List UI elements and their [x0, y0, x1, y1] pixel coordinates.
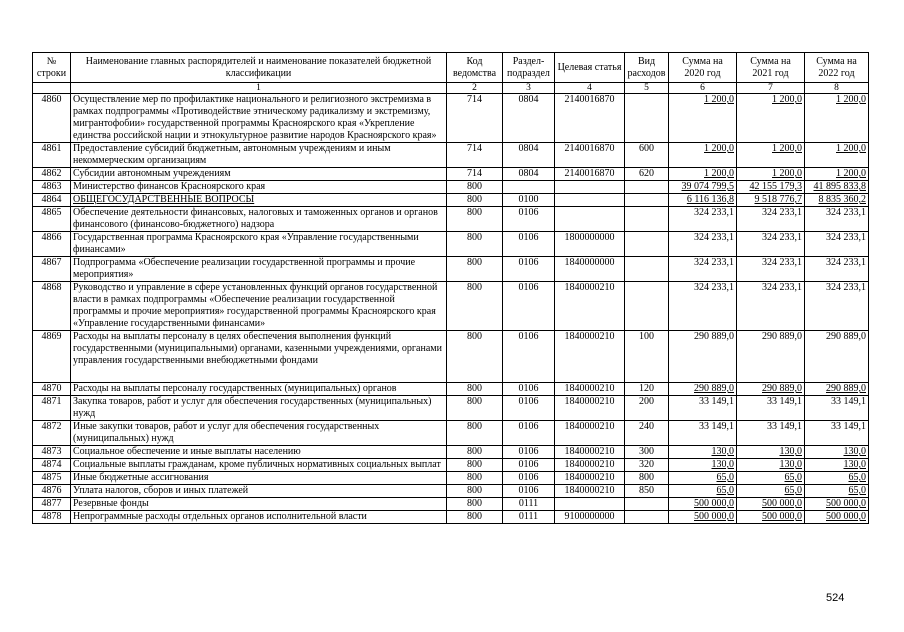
row-sum-2020: 500 000,0 [669, 498, 737, 511]
row-sum-2022: 290 889,0 [805, 383, 869, 396]
row-name: Подпрограмма «Обеспечение реализации государственной программы и прочие мероприятия» [71, 257, 447, 282]
row-sum-2020: 33 149,1 [669, 421, 737, 446]
row-sum-2020: 1 200,0 [669, 143, 737, 168]
row-sum-2021: 324 233,1 [737, 282, 805, 331]
table-row [33, 331, 869, 383]
row-expense-type: 620 [625, 168, 669, 181]
row-section: 0106 [503, 472, 555, 485]
row-name: ОБЩЕГОСУДАРСТВЕННЫЕ ВОПРОСЫ [71, 194, 447, 207]
row-section: 0106 [503, 257, 555, 282]
table-row [33, 498, 869, 511]
table-row [33, 257, 869, 282]
table-row [33, 181, 869, 194]
row-sum-2022: 65,0 [805, 485, 869, 498]
row-sum-2022: 500 000,0 [805, 511, 869, 524]
column-index [33, 83, 71, 94]
table-row [33, 485, 869, 498]
row-section: 0106 [503, 232, 555, 257]
row-sum-2021: 9 518 776,7 [737, 194, 805, 207]
row-dept-code: 800 [447, 485, 503, 498]
row-sum-2022: 130,0 [805, 459, 869, 472]
row-number: 4870 [33, 383, 71, 396]
row-sum-2022: 33 149,1 [805, 396, 869, 421]
row-target: 1840000210 [555, 396, 625, 421]
row-dept-code: 800 [447, 446, 503, 459]
column-index: 2 [447, 83, 503, 94]
table-row [33, 168, 869, 181]
row-sum-2022: 324 233,1 [805, 257, 869, 282]
row-sum-2022: 500 000,0 [805, 498, 869, 511]
row-target: 2140016870 [555, 94, 625, 143]
row-target: 2140016870 [555, 143, 625, 168]
row-expense-type [625, 282, 669, 331]
row-name: Осуществление мер по профилактике национального и религиозного экстремизма в рамках подпрограммы «Противодействие этническому радикализму и экстремизму, мигрантофобии» государственной программы Красноярского края «Укрепление единства российской нации и этнокультурное развитие народов Красноярского края» [71, 94, 447, 143]
row-target [555, 194, 625, 207]
column-index: 1 [71, 83, 447, 94]
row-expense-type [625, 94, 669, 143]
row-sum-2022: 324 233,1 [805, 232, 869, 257]
row-dept-code: 714 [447, 143, 503, 168]
row-dept-code: 800 [447, 207, 503, 232]
row-target [555, 498, 625, 511]
row-expense-type: 300 [625, 446, 669, 459]
page-number: 524 [826, 592, 845, 604]
row-target: 9100000000 [555, 511, 625, 524]
column-index: 5 [625, 83, 669, 94]
row-number: 4869 [33, 331, 71, 383]
row-section: 0106 [503, 282, 555, 331]
row-name: Резервные фонды [71, 498, 447, 511]
row-section: 0804 [503, 143, 555, 168]
row-dept-code: 800 [447, 257, 503, 282]
header-sum-2021: Сумма на 2021 год [737, 53, 805, 83]
row-sum-2022: 324 233,1 [805, 282, 869, 331]
row-section: 0106 [503, 459, 555, 472]
row-number: 4875 [33, 472, 71, 485]
table-row [33, 194, 869, 207]
row-number: 4862 [33, 168, 71, 181]
row-expense-type: 850 [625, 485, 669, 498]
row-sum-2021: 324 233,1 [737, 232, 805, 257]
table-row [33, 232, 869, 257]
row-sum-2020: 324 233,1 [669, 257, 737, 282]
row-number: 4872 [33, 421, 71, 446]
column-index: 8 [805, 83, 869, 94]
row-expense-type: 240 [625, 421, 669, 446]
row-number: 4878 [33, 511, 71, 524]
header-type: Вид расходов [625, 53, 669, 83]
row-section: 0111 [503, 498, 555, 511]
row-number: 4864 [33, 194, 71, 207]
table-row [33, 143, 869, 168]
table-row [33, 94, 869, 143]
row-name: Расходы на выплаты персоналу в целях обеспечения выполнения функций государственными (муниципальными) органами, казенными учреждениями, органами управления государственными внебюджетными фондами [71, 331, 447, 383]
row-target [555, 207, 625, 232]
table-row [33, 446, 869, 459]
row-expense-type: 120 [625, 383, 669, 396]
row-sum-2020: 65,0 [669, 472, 737, 485]
row-sum-2020: 130,0 [669, 459, 737, 472]
row-section: 0100 [503, 194, 555, 207]
header-sum-2020: Сумма на 2020 год [669, 53, 737, 83]
row-name: Предоставление субсидий бюджетным, автономным учреждениям и иным некоммерческим организациям [71, 143, 447, 168]
header-name: Наименование главных распорядителей и наименование показателей бюджетной классификации [71, 53, 447, 83]
row-number: 4861 [33, 143, 71, 168]
row-sum-2021: 1 200,0 [737, 94, 805, 143]
row-dept-code: 800 [447, 511, 503, 524]
row-dept-code: 714 [447, 94, 503, 143]
row-sum-2021: 1 200,0 [737, 168, 805, 181]
row-sum-2020: 6 116 136,8 [669, 194, 737, 207]
row-section: 0106 [503, 421, 555, 446]
column-index-row [33, 83, 869, 94]
row-expense-type [625, 511, 669, 524]
row-sum-2021: 324 233,1 [737, 257, 805, 282]
row-sum-2020: 500 000,0 [669, 511, 737, 524]
row-name: Иные закупки товаров, работ и услуг для обеспечения государственных (муниципальных) нужд [71, 421, 447, 446]
row-sum-2022: 8 835 360,2 [805, 194, 869, 207]
row-number: 4866 [33, 232, 71, 257]
row-name: Социальное обеспечение и иные выплаты населению [71, 446, 447, 459]
row-expense-type [625, 207, 669, 232]
row-section: 0106 [503, 446, 555, 459]
row-dept-code: 800 [447, 498, 503, 511]
row-target: 1840000210 [555, 383, 625, 396]
row-section: 0106 [503, 383, 555, 396]
row-dept-code: 714 [447, 168, 503, 181]
row-expense-type: 200 [625, 396, 669, 421]
row-dept-code: 800 [447, 396, 503, 421]
row-sum-2022: 324 233,1 [805, 207, 869, 232]
row-sum-2020: 290 889,0 [669, 331, 737, 383]
row-dept-code: 800 [447, 459, 503, 472]
table-row [33, 383, 869, 396]
table-row [33, 472, 869, 485]
row-target: 1840000210 [555, 485, 625, 498]
row-number: 4876 [33, 485, 71, 498]
row-expense-type: 800 [625, 472, 669, 485]
row-sum-2020: 39 074 799,5 [669, 181, 737, 194]
row-dept-code: 800 [447, 421, 503, 446]
row-sum-2022: 1 200,0 [805, 143, 869, 168]
row-sum-2021: 33 149,1 [737, 396, 805, 421]
row-sum-2021: 130,0 [737, 459, 805, 472]
row-expense-type [625, 498, 669, 511]
row-sum-2021: 65,0 [737, 485, 805, 498]
row-name: Социальные выплаты гражданам, кроме публичных нормативных социальных выплат [71, 459, 447, 472]
column-index: 6 [669, 83, 737, 94]
column-index: 7 [737, 83, 805, 94]
row-name: Непрограммные расходы отдельных органов исполнительной власти [71, 511, 447, 524]
row-number: 4873 [33, 446, 71, 459]
row-sum-2022: 41 895 833,8 [805, 181, 869, 194]
row-sum-2022: 1 200,0 [805, 94, 869, 143]
row-sum-2022: 130,0 [805, 446, 869, 459]
row-number: 4871 [33, 396, 71, 421]
header-dept: Код ведомства [447, 53, 503, 83]
row-target: 1800000000 [555, 232, 625, 257]
row-section: 0106 [503, 396, 555, 421]
table-row [33, 282, 869, 331]
row-sum-2021: 1 200,0 [737, 143, 805, 168]
row-sum-2020: 1 200,0 [669, 168, 737, 181]
row-sum-2021: 500 000,0 [737, 498, 805, 511]
row-section [503, 181, 555, 194]
column-index: 3 [503, 83, 555, 94]
row-section: 0106 [503, 331, 555, 383]
header-section: Раздел-подраздел [503, 53, 555, 83]
row-sum-2021: 130,0 [737, 446, 805, 459]
table-row [33, 459, 869, 472]
row-dept-code: 800 [447, 331, 503, 383]
row-name: Государственная программа Красноярского края «Управление государственными финансами» [71, 232, 447, 257]
row-section: 0106 [503, 485, 555, 498]
row-target: 1840000210 [555, 472, 625, 485]
row-name: Министерство финансов Красноярского края [71, 181, 447, 194]
row-target: 2140016870 [555, 168, 625, 181]
row-number: 4863 [33, 181, 71, 194]
row-section: 0111 [503, 511, 555, 524]
row-sum-2020: 324 233,1 [669, 232, 737, 257]
row-sum-2021: 33 149,1 [737, 421, 805, 446]
row-sum-2021: 65,0 [737, 472, 805, 485]
row-sum-2022: 290 889,0 [805, 331, 869, 383]
row-sum-2022: 1 200,0 [805, 168, 869, 181]
header-row-num: № строки [33, 53, 71, 83]
row-name: Иные бюджетные ассигнования [71, 472, 447, 485]
budget-table [32, 52, 869, 524]
row-expense-type: 600 [625, 143, 669, 168]
row-sum-2020: 290 889,0 [669, 383, 737, 396]
row-sum-2021: 290 889,0 [737, 383, 805, 396]
row-sum-2020: 1 200,0 [669, 94, 737, 143]
row-sum-2020: 33 149,1 [669, 396, 737, 421]
row-name: Руководство и управление в сфере установленных функций органов государственной власти в рамках подпрограммы «Обеспечение реализации государственной программы и прочие мероприятия» государственной программы Красноярского края «Управление государственными финансами» [71, 282, 447, 331]
row-number: 4860 [33, 94, 71, 143]
row-name: Уплата налогов, сборов и иных платежей [71, 485, 447, 498]
header-row [33, 53, 869, 83]
row-number: 4877 [33, 498, 71, 511]
row-dept-code: 800 [447, 181, 503, 194]
column-index: 4 [555, 83, 625, 94]
row-dept-code: 800 [447, 282, 503, 331]
row-target: 1840000210 [555, 459, 625, 472]
row-name: Закупка товаров, работ и услуг для обеспечения государственных (муниципальных) нужд [71, 396, 447, 421]
row-target: 1840000210 [555, 421, 625, 446]
row-number: 4874 [33, 459, 71, 472]
header-sum-2022: Сумма на 2022 год [805, 53, 869, 83]
row-dept-code: 800 [447, 472, 503, 485]
row-section: 0804 [503, 94, 555, 143]
row-sum-2021: 42 155 179,3 [737, 181, 805, 194]
table-row [33, 207, 869, 232]
row-expense-type [625, 232, 669, 257]
row-dept-code: 800 [447, 194, 503, 207]
table-row [33, 396, 869, 421]
row-sum-2020: 324 233,1 [669, 282, 737, 331]
row-sum-2021: 500 000,0 [737, 511, 805, 524]
row-section: 0804 [503, 168, 555, 181]
table-row [33, 511, 869, 524]
row-dept-code: 800 [447, 383, 503, 396]
row-name: Расходы на выплаты персоналу государственных (муниципальных) органов [71, 383, 447, 396]
row-target: 1840000210 [555, 282, 625, 331]
row-number: 4867 [33, 257, 71, 282]
row-expense-type: 320 [625, 459, 669, 472]
row-sum-2020: 324 233,1 [669, 207, 737, 232]
row-dept-code: 800 [447, 232, 503, 257]
row-sum-2021: 290 889,0 [737, 331, 805, 383]
row-expense-type [625, 181, 669, 194]
row-sum-2021: 324 233,1 [737, 207, 805, 232]
row-target: 1840000210 [555, 446, 625, 459]
table-body [33, 94, 869, 524]
row-sum-2020: 130,0 [669, 446, 737, 459]
row-expense-type [625, 257, 669, 282]
row-section: 0106 [503, 207, 555, 232]
row-target: 1840000000 [555, 257, 625, 282]
row-sum-2022: 65,0 [805, 472, 869, 485]
header-target: Целевая статья [555, 53, 625, 83]
row-target: 1840000210 [555, 331, 625, 383]
row-expense-type: 100 [625, 331, 669, 383]
row-expense-type [625, 194, 669, 207]
table-row [33, 421, 869, 446]
row-number: 4865 [33, 207, 71, 232]
row-number: 4868 [33, 282, 71, 331]
row-target [555, 181, 625, 194]
row-name: Обеспечение деятельности финансовых, налоговых и таможенных органов и органов финансового (финансово-бюджетного) надзора [71, 207, 447, 232]
row-sum-2020: 65,0 [669, 485, 737, 498]
row-sum-2022: 33 149,1 [805, 421, 869, 446]
row-name: Субсидии автономным учреждениям [71, 168, 447, 181]
